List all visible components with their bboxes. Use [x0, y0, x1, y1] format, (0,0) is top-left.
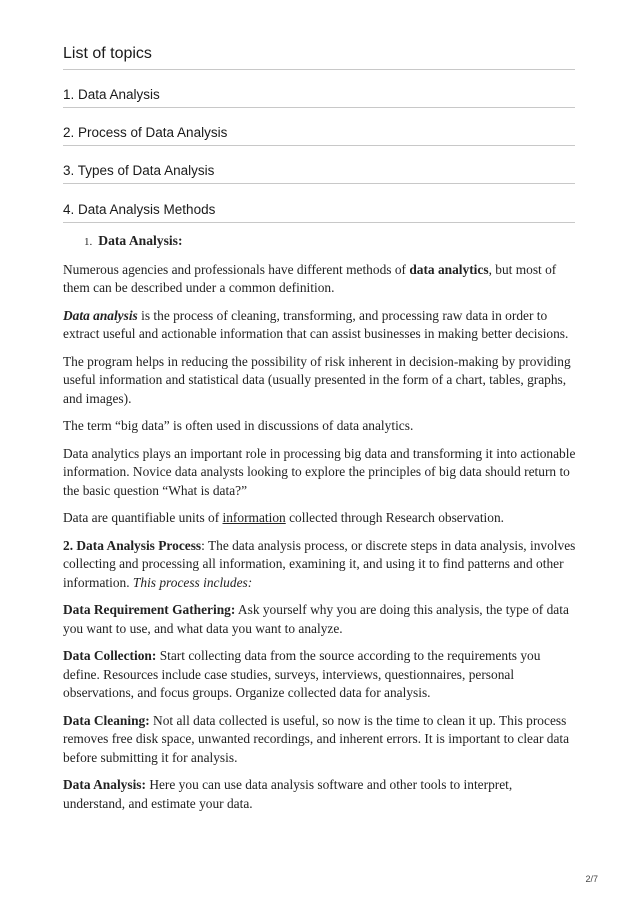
step-paragraph — [63, 601, 576, 638]
section-number: 1. — [84, 236, 93, 248]
paragraph — [63, 261, 576, 298]
step-paragraph — [63, 712, 576, 768]
step-label: Data Collection: — [63, 648, 157, 663]
page-number: 2/7 — [585, 874, 598, 884]
toc-divider — [63, 222, 575, 223]
text: is the process of cleaning, transforming, and processing raw data in order to extract useful and actionable information that can assist businesses in making better decisions. — [63, 307, 569, 341]
paragraph: The program helps in reducing the possibility of risk inherent in decision-making by providing useful information and statistical data (usually presented in the form of a chart, tables, graphs, and images). — [63, 353, 571, 406]
article-body — [63, 232, 576, 822]
toc-divider — [63, 183, 575, 184]
step-label: Data Analysis: — [63, 777, 146, 792]
toc-divider — [63, 107, 575, 108]
text: Numerous agencies and professionals have different methods of — [63, 261, 410, 277]
step-text: Not all data collected is useful, so now is the time to clean it up. This process removes free disk space, unwanted recordings, and inherent errors. It is important to clear data before submitting it for analysis. — [63, 712, 570, 765]
step-text: Start collecting data from the source according to the requirements you define. Resources include case studies, surveys, interviews, questionnaires, personal observations, and focus groups. Organize collected data for analysis. — [63, 648, 541, 700]
text: Data are quantifiable units of — [63, 510, 223, 525]
step-text: Ask yourself why you are doing this analysis, the type of data you want to use, and what data you want to analyze. — [63, 602, 569, 636]
toc-item-data-analysis[interactable]: 1. Data Analysis — [63, 87, 160, 102]
paragraph: The term “big data” is often used in discussions of data analytics. — [63, 418, 414, 433]
italic-text: This process includes: — [132, 574, 253, 590]
toc-item-process[interactable]: 2. Process of Data Analysis — [63, 125, 228, 140]
step-label: Data Requirement Gathering: — [63, 602, 236, 617]
bold-italic-term: Data analysis — [63, 307, 138, 323]
text: collected through Research observation. — [285, 510, 505, 525]
paragraph — [63, 509, 576, 528]
toc-divider — [63, 69, 575, 70]
step-text: Here you can use data analysis software and other tools to interpret, understand, and estimate your data. — [63, 777, 513, 811]
information-link[interactable]: information — [222, 510, 286, 525]
step-label: Data Cleaning: — [63, 712, 150, 728]
bold-term: data analytics — [409, 261, 489, 277]
paragraph — [63, 307, 576, 344]
paragraph — [63, 537, 576, 593]
toc-item-methods[interactable]: 4. Data Analysis Methods — [63, 202, 216, 217]
step-paragraph — [63, 776, 576, 813]
paragraph: Data analytics plays an important role in processing big data and transforming it into actionable information. Novice data analysts looking to explore the principles of big data should return to the basic question “What is data?” — [63, 445, 576, 498]
toc-divider — [63, 145, 575, 146]
toc-title: List of topics — [63, 45, 152, 62]
text: , but most of them can be described under a common definition. — [63, 261, 557, 295]
section-heading-text: Data Analysis: — [98, 233, 183, 248]
toc-item-types[interactable]: 3. Types of Data Analysis — [63, 163, 215, 178]
step-paragraph — [63, 647, 576, 703]
section-heading-process: 2. Data Analysis Process — [63, 537, 202, 553]
section-heading-data-analysis — [84, 232, 576, 252]
text: : The data analysis process, or discrete steps in data analysis, involves collecting and processing all information, examining it, and using it to find patterns and other information. — [63, 537, 576, 590]
